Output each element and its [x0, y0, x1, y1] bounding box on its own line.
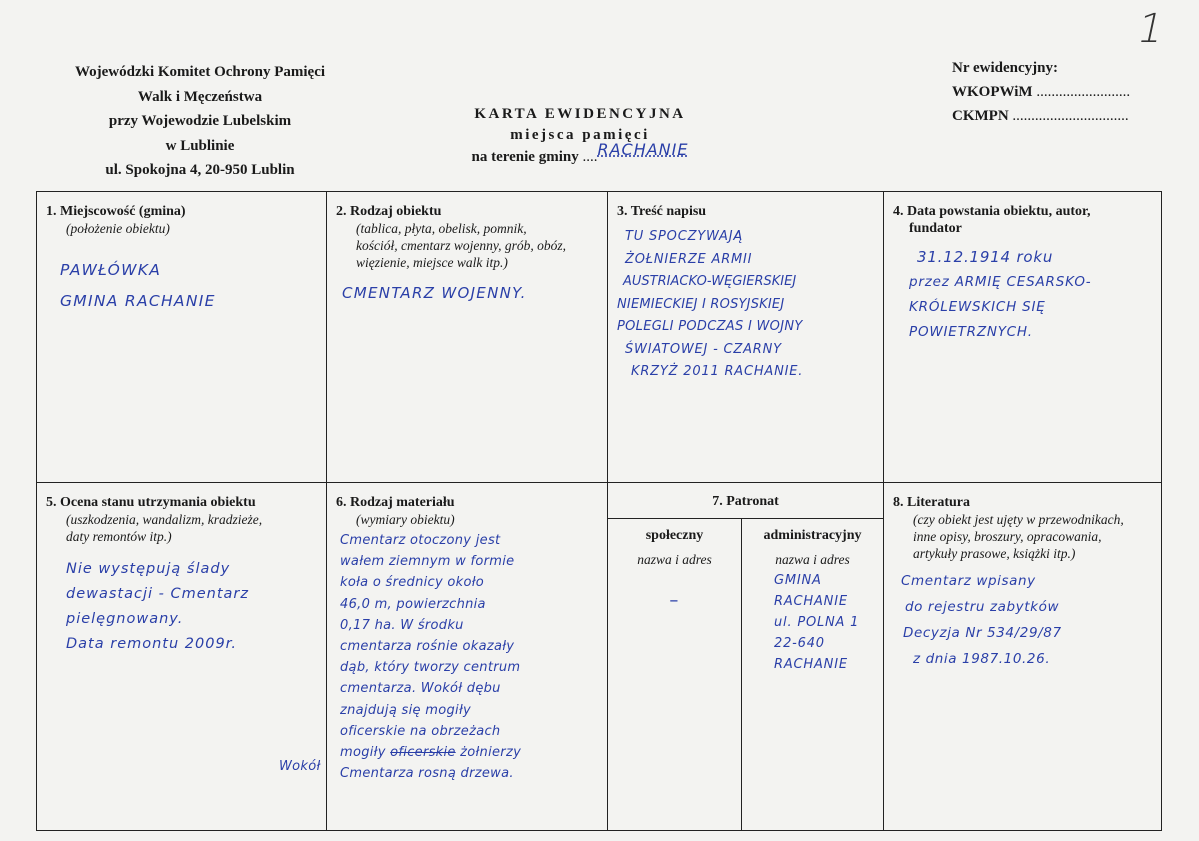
hand-line: 22-640	[774, 636, 825, 651]
hand-line: Data remontu 2009r.	[66, 636, 237, 652]
section-subtitle: daty remontów itp.)	[66, 529, 172, 544]
section-subtitle: (tablica, płyta, obelisk, pomnik,	[356, 221, 527, 236]
section-patronage	[608, 483, 883, 518]
hand-line: GMINA RACHANIE	[60, 292, 216, 310]
section-inscription	[608, 192, 883, 482]
gmina-line	[410, 140, 750, 166]
section-date-author	[884, 192, 1163, 482]
section-subtitle: (czy obiekt jest ujęty w przewodnikach,	[913, 512, 1124, 527]
reg-title: Nr ewidencyjny:	[952, 60, 1058, 76]
form-grid	[36, 191, 1162, 831]
org-line: przy Wojewodzie Lubelskim	[108, 113, 292, 129]
org-line: w Lublinie	[165, 137, 235, 154]
column-title: społeczny	[645, 528, 704, 543]
hand-line: GMINA	[774, 573, 822, 588]
hand-line: ŚWIATOWEJ - CZARNY	[625, 341, 782, 357]
reg-ckmpn-label: CKMPN	[952, 108, 1009, 124]
gmina-dots: ....	[582, 149, 598, 165]
patronage-administrative	[742, 519, 883, 831]
hand-line: Decyzja Nr 534/29/87	[903, 625, 1062, 641]
hand-line: znajdują się mogiły	[340, 702, 471, 718]
reg-wkop-label: WKOPWiM	[952, 84, 1033, 100]
handwritten-entry: –	[669, 590, 680, 611]
hand-line: koła o średnicy około	[340, 575, 485, 591]
column-subtitle: nazwa i adres	[637, 552, 712, 567]
section-title: 7. Patronat	[712, 494, 779, 509]
hand-line: POWIETRZNYCH.	[909, 324, 1033, 340]
org-line: ul. Spokojna 4, 20-950 Lublin	[105, 162, 295, 178]
hand-line: cmentarza. Wokół dębu	[340, 681, 501, 697]
handwritten-entry	[893, 245, 1157, 345]
section-title: 3. Treść napisu	[617, 204, 707, 219]
hand-line: ŻOŁNIERZE ARMII	[625, 251, 753, 267]
section-subtitle: kościół, cmentarz wojenny, grób, obóz,	[356, 238, 566, 253]
hand-line: Cmentarz otoczony jest	[340, 533, 501, 548]
hand-line: wałem ziemnym w formie	[340, 554, 515, 570]
hand-line: AUSTRIACKO-WĘGIERSKIEJ	[623, 274, 797, 289]
hand-line: TU SPOCZYWAJĄ	[625, 229, 744, 244]
hand-line	[340, 742, 601, 763]
reg-wkop	[952, 80, 1182, 104]
section-location	[37, 192, 326, 482]
section-title: fundator	[909, 221, 962, 236]
hand-line: pielęgnowany.	[66, 611, 184, 627]
handwritten-entry	[742, 570, 883, 675]
section-subtitle: więzienie, miejsce walk itp.)	[356, 255, 508, 270]
handwritten-entry	[46, 255, 320, 317]
section-subtitle: artykuły prasowe, książki itp.)	[913, 546, 1076, 561]
column-title: administracyjny	[763, 528, 862, 543]
hand-line: 0,17 ha. W środku	[340, 617, 464, 633]
registration-block	[952, 56, 1182, 128]
handwritten-entry	[617, 226, 877, 384]
column-subtitle: nazwa i adres	[775, 552, 850, 567]
hand-line: oficerskie na obrzeżach	[340, 723, 501, 739]
hand-line: NIEMIECKIEJ I ROSYJSKIEJ	[617, 296, 785, 312]
handwritten-entry	[893, 568, 1157, 672]
patronage-social	[608, 519, 741, 831]
section-title: 2. Rodzaj obiektu	[336, 204, 442, 219]
hand-line: do rejestru zabytków	[905, 599, 1060, 615]
hand-line: z dnia 1987.10.26.	[913, 651, 1051, 667]
reg-ckmpn-dots: ...............................	[1012, 108, 1129, 124]
section-subtitle: (położenie obiektu)	[66, 221, 170, 236]
form-subtitle: miejsca pamięci	[510, 127, 650, 143]
section-title: 8. Literatura	[893, 495, 970, 510]
section-subtitle: (wymiary obiektu)	[356, 512, 455, 527]
hand-line: PAWŁÓWKA	[60, 261, 162, 279]
handwritten-margin-note: Wokół	[279, 759, 321, 774]
hand-line: CMENTARZ WOJENNY.	[342, 284, 527, 302]
page-number: 1	[1132, 6, 1168, 52]
org-line: Wojewódzki Komitet Ochrony Pamięci	[74, 64, 326, 80]
handwritten-entry	[46, 557, 320, 657]
reg-wkop-dots: .........................	[1036, 84, 1131, 100]
hand-line: RACHANIE	[774, 594, 848, 609]
section-material	[327, 483, 607, 831]
hand-line: dąb, który tworzy centrum	[340, 660, 521, 676]
hand-line: Cmentarza rosną drzewa.	[340, 766, 514, 782]
handwritten-entry	[336, 281, 601, 306]
hand-word: mogiły	[340, 745, 386, 761]
organization-header	[40, 60, 360, 183]
hand-line: KRZYŻ 2011 RACHANIE.	[631, 364, 804, 379]
section-title: 5. Ocena stanu utrzymania obiektu	[46, 495, 256, 510]
hand-line: POLEGLI PODCZAS I WOJNY	[617, 319, 803, 334]
section-title: 6. Rodzaj materiału	[336, 495, 455, 510]
hand-line: RACHANIE	[774, 657, 848, 672]
section-literature	[884, 483, 1163, 831]
hand-line: cmentarza rośnie okazały	[340, 639, 515, 655]
hand-line: Cmentarz wpisany	[901, 573, 1036, 589]
hand-line: KRÓLEWSKICH SIĘ	[909, 299, 1046, 315]
gmina-value: RACHANIE	[597, 140, 689, 159]
hand-line: ul. POLNA 1	[774, 615, 860, 630]
hand-line: przez ARMIĘ CESARSKO-	[909, 274, 1092, 290]
hand-line: dewastacji - Cmentarz	[66, 586, 249, 602]
hand-line: 46,0 m, powierzchnia	[340, 596, 486, 612]
reg-ckmpn	[952, 104, 1182, 128]
hand-line: Nie występują ślady	[66, 561, 231, 577]
form-title: KARTA EWIDENCYJNA	[474, 106, 686, 122]
section-subtitle: inne opisy, broszury, opracowania,	[913, 529, 1102, 544]
section-object-type	[327, 192, 607, 482]
hand-word-struck: oficerskie	[390, 745, 456, 761]
form-title-block	[410, 106, 750, 166]
hand-word: żołnierzy	[460, 745, 522, 761]
section-subtitle: (uszkodzenia, wandalizm, kradzieże,	[66, 512, 263, 527]
hand-line: 31.12.1914 roku	[917, 248, 1054, 266]
handwritten-entry	[336, 530, 601, 784]
section-title: 1. Miejscowość (gmina)	[46, 204, 186, 219]
section-title: 4. Data powstania obiektu, autor,	[893, 204, 1091, 219]
org-line: Walk i Męczeństwa	[137, 88, 263, 105]
gmina-label: na terenie gminy	[471, 149, 579, 165]
